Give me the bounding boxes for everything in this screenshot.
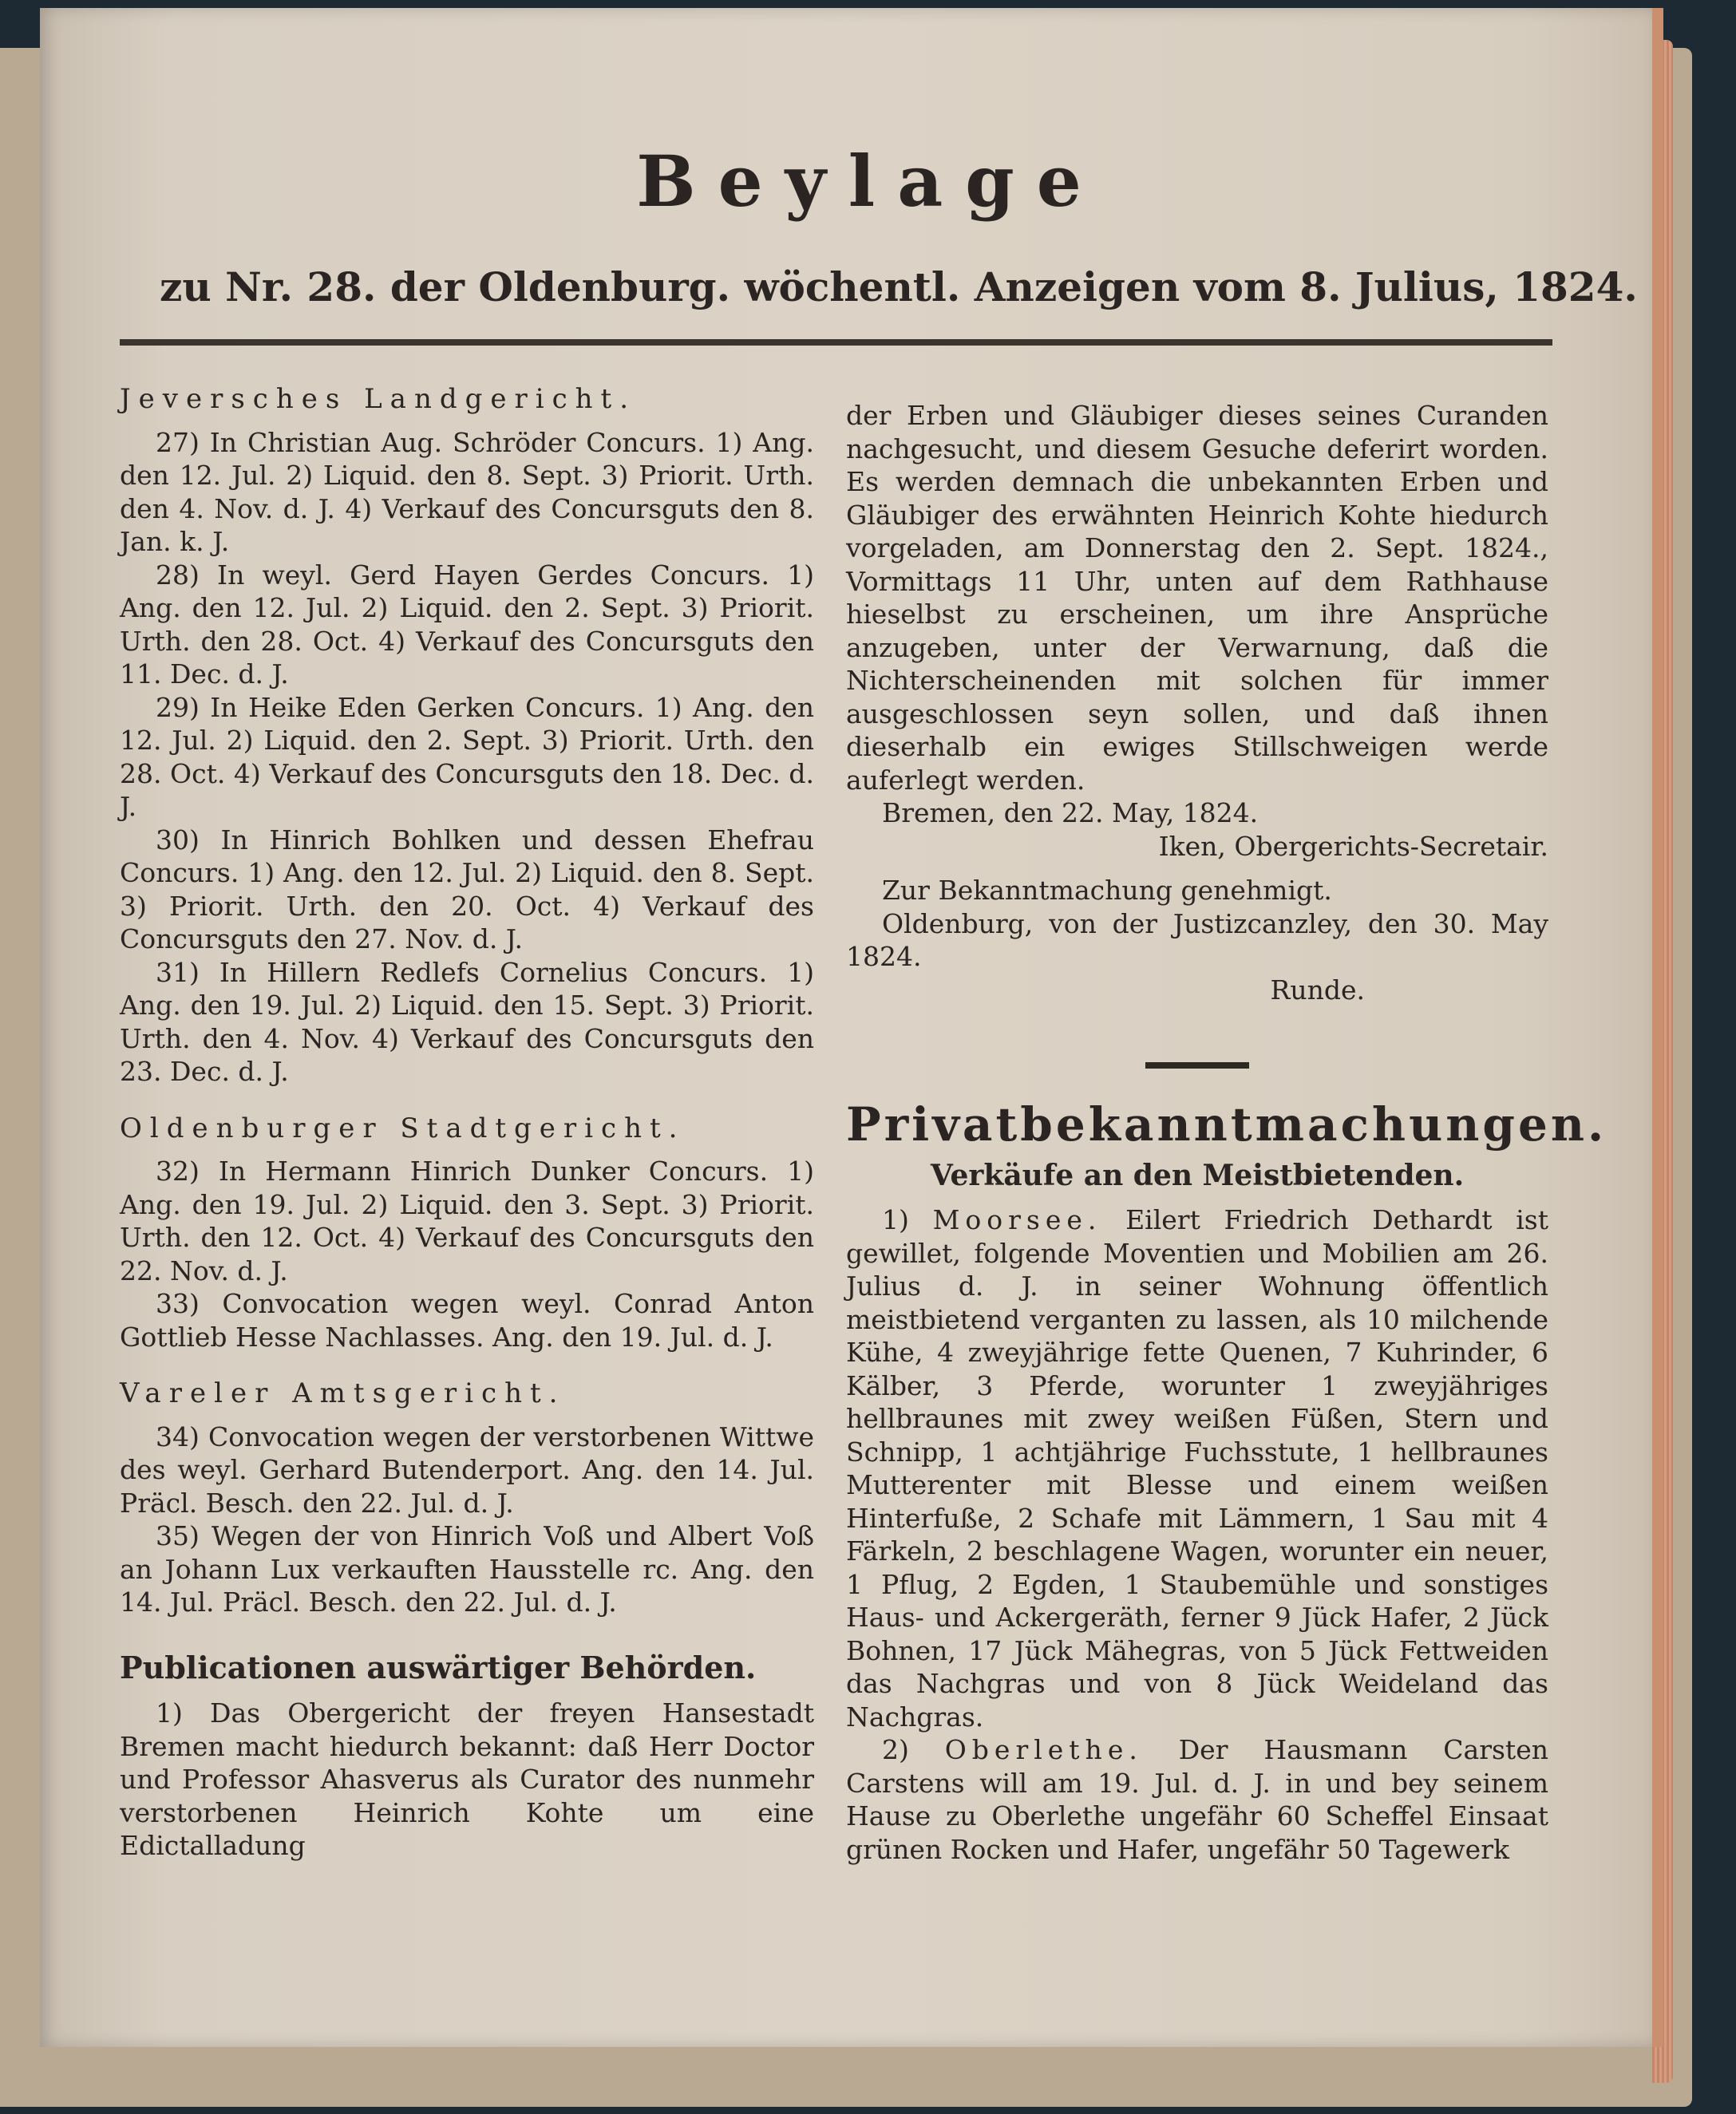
notice-33: 33) Convocation wegen weyl. Conrad Anton Gottlieb Hesse Nachlasses. Ang. den 19. Jul. d. J. <box>120 1288 814 1353</box>
publications-heading: Publicationen auswärtiger Behörden. <box>120 1649 757 1685</box>
approval-date: Oldenburg, von der Justizcanzley, den 30. May 1824. <box>846 907 1548 972</box>
notice-34: 34) Convocation wegen der verstorbenen Wittwe des weyl. Gerhard Butenderport. Ang. den 14. Jul. Präcl. Besch. den 22. Jul. d. J. <box>120 1421 814 1519</box>
spacer <box>120 1089 814 1112</box>
section-divider <box>1145 1062 1249 1069</box>
sale-2-text: Der Hausmann Carsten Carstens will am 19. Jul. d. J. in und bey seinem Hause zu Oberlethe ungefähr 60 Scheffel Einsaat grünen Rocken und Hafer, ungefähr 50 Tagewerk <box>846 1734 1548 1865</box>
varel-heading: Vareler Amtsgericht. <box>120 1377 566 1409</box>
bremen-date: Bremen, den 22. May, 1824. <box>882 797 1259 828</box>
sale-1-place: Moorsee. <box>932 1204 1102 1235</box>
sale-1-text: Eilert Friedrich Dethardt ist gewillet, folgende Moventien und Mobilien am 26. Julius d. J. in seiner Wohnung öffentlich meistbietend verganten zu lassen, als 10 milchende Kühe, 4 zweyjährige fette Quenen, 7 Kuhrinder, 6 Kälber, 3 Pferde, worunter 1 zweyjähriges hellbraunes mit zwey weißen Füßen, Stern und Schnipp, 1 achtjährige Fuchsstute, 1 hellbraunes Mutterenter mit Blesse und einem weißen Hinterfuße, 2 Schafe mit Lämmern, 1 Sau mit 4 Färkeln, 2 beschlagene Wagen, worunter ein neuer, 1 Pflug, 2 Egden, 1 Staubemühle und sonstiges Haus- und Ackergeräth, ferner 9 Jück Hafer, 2 Jück Bohnen, 17 Jück Mähegras, von 5 Jück Fettweiden das Nachgras und von 8 Jück Weideland das Nachgras. <box>846 1204 1548 1733</box>
spacer <box>846 863 1548 874</box>
right-column <box>846 399 1607 1866</box>
sale-2-place: Oberlethe. <box>944 1734 1143 1765</box>
sale-1-number: 1) <box>882 1204 933 1235</box>
auction-sales-heading: Verkäufe an den Meistbietenden. <box>930 1158 1465 1192</box>
notice-35: 35) Wegen der von Hinrich Voß und Albert Voß an Johann Lux verkauften Hausstelle rc. Ang. den 14. Jul. Präcl. Besch. den 22. Jul. d. J. <box>120 1520 814 1618</box>
sale-2 <box>846 1733 1548 1866</box>
spacer <box>120 1353 814 1377</box>
notice-29: 29) In Heike Eden Gerken Concurs. 1) Ang. den 12. Jul. 2) Liquid. den 2. Sept. 3) Priorit. Urth. den 28. Oct. 4) Verkauf des Concursguts den 18. Dec. d. J. <box>120 691 814 822</box>
header-rule <box>120 339 1552 346</box>
publication-1: 1) Das Obergericht der freyen Hansestadt Bremen macht hiedurch bekannt: daß Herr Doctor und Professor Ahasverus als Curator des nunmehr verstorbenen Heinrich Kohte um eine Edictalladung <box>120 1697 814 1861</box>
sale-1 <box>846 1203 1548 1733</box>
jever-heading: Jeversches Landgericht. <box>120 383 637 415</box>
bremen-signature: Iken, Obergerichts-Secretair. <box>1158 830 1548 862</box>
sale-2-number: 2) <box>882 1734 945 1765</box>
publication-1-continued: der Erben und Gläubiger dieses seines Curanden nachgesucht, und diesem Gesuche deferirt worden. Es werden demnach die unbekannten Erben und Gläubiger des erwähnten Heinrich Kohte hiedurch vorgeladen, am Donnerstag den 2. Sept. 1824., Vormittags 11 Uhr, unten auf dem Rathhause hieselbst zu erscheinen, um ihre Ansprüche anzugeben, unter der Verwarnung, daß die Nichterscheinenden mit solchen für immer ausgeschlossen seyn sollen, und daß ihnen dieserhalb ein ewiges Stillschweigen werde auferlegt werden. <box>846 400 1548 796</box>
page-subtitle: zu Nr. 28. der Oldenburg. wöchentl. Anzeigen vom 8. Julius, 1824. <box>160 263 1638 310</box>
left-column <box>120 383 814 1863</box>
notice-27: 27) In Christian Aug. Schröder Concurs. 1) Ang. den 12. Jul. 2) Liquid. den 8. Sept. 3) Priorit. Urth. den 4. Nov. d. J. 4) Verkauf des Concursguts den 8. Jan. k. J. <box>120 426 814 557</box>
page-title: Beylage <box>636 140 1104 223</box>
notice-28: 28) In weyl. Gerd Hayen Gerdes Concurs. 1) Ang. den 12. Jul. 2) Liquid. den 2. Sept. 3) Priorit. Urth. den 28. Oct. 4) Verkauf des Concursguts den 11. Dec. d. J. <box>120 559 814 690</box>
approval-note: Zur Bekanntmachung genehmigt. <box>882 875 1332 906</box>
notice-32: 32) In Hermann Hinrich Dunker Concurs. 1) Ang. den 19. Jul. 2) Liquid. den 3. Sept. 3) Priorit. Urth. den 12. Oct. 4) Verkauf des Concursguts den 22. Nov. d. J. <box>120 1156 814 1286</box>
private-notices-heading: Privatbekanntmachungen. <box>846 1097 1607 1152</box>
notice-31: 31) In Hillern Redlefs Cornelius Concurs. 1) Ang. den 19. Jul. 2) Liquid. den 15. Sept. 3) Priorit. Urth. den 4. Nov. 4) Verkauf des Concursguts den 23. Dec. d. J. <box>120 956 814 1087</box>
oldenburg-heading: Oldenburger Stadtgericht. <box>120 1112 686 1144</box>
page <box>40 8 1663 2047</box>
approval-signature: Runde. <box>1270 974 1365 1006</box>
notice-30: 30) In Hinrich Bohlken und dessen Ehefrau Concurs. 1) Ang. den 12. Jul. 2) Liquid. den 8. Sept. 3) Priorit. Urth. den 20. Oct. 4) Verkauf des Concursguts den 27. Nov. d. J. <box>120 824 814 954</box>
